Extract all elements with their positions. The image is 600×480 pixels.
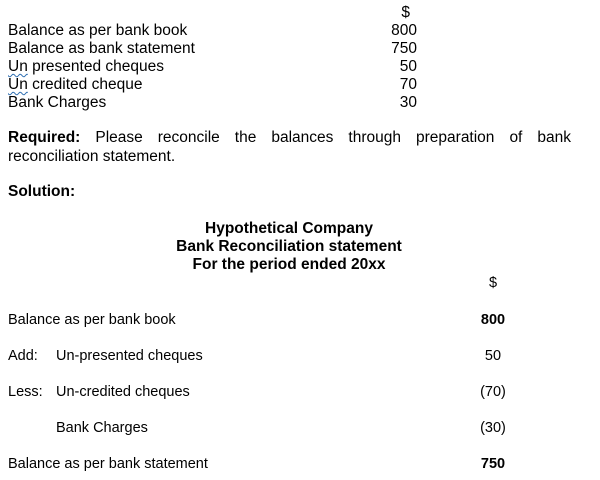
statement-company-name: Hypothetical Company: [205, 220, 373, 237]
given-row-label: [8, 58, 164, 76]
given-row-value: 50: [399, 58, 417, 75]
given-currency-header: $: [401, 4, 410, 21]
required-label: Required:: [8, 129, 81, 146]
statement-row-label: Un-credited cheques: [56, 384, 190, 400]
given-row-label: Bank Charges: [8, 94, 107, 111]
given-row-label-rest: presented cheques: [27, 58, 164, 75]
given-row-label-rest: credited cheque: [27, 76, 143, 93]
required-paragraph: [8, 128, 571, 166]
given-row-label: Balance as per bank book: [8, 22, 188, 39]
statement-row-value: 750: [480, 456, 506, 472]
statement-row-label: Un-presented cheques: [56, 348, 203, 364]
statement-row-value: (70): [480, 384, 506, 400]
given-row-label: [8, 76, 142, 94]
statement-row-prefix: Add:: [8, 348, 38, 364]
statement-row-value: 50: [484, 348, 502, 364]
given-row-value: 70: [399, 76, 417, 93]
statement-title: Bank Reconciliation statement: [176, 238, 402, 255]
given-row-value: 30: [399, 94, 417, 111]
given-row-value: 800: [391, 22, 417, 39]
statement-row-value: 800: [480, 312, 506, 328]
statement-currency-header: $: [488, 275, 498, 291]
statement-row-value: (30): [480, 420, 506, 436]
spellcheck-word: Un: [8, 76, 28, 93]
statement-row-label: Balance as per bank book: [8, 312, 176, 328]
required-text: Please reconcile the balances through preparation of bank reconciliation statement.: [8, 129, 571, 165]
given-row-value: 750: [391, 40, 417, 57]
statement-row-label: Bank Charges: [56, 420, 148, 436]
statement-row-prefix: Less:: [8, 384, 43, 400]
solution-label: Solution:: [8, 183, 76, 200]
spellcheck-word: Un: [8, 58, 28, 75]
statement-period: For the period ended 20xx: [192, 256, 386, 273]
given-row-label: Balance as bank statement: [8, 40, 195, 57]
statement-row-label: Balance as per bank statement: [8, 456, 208, 472]
